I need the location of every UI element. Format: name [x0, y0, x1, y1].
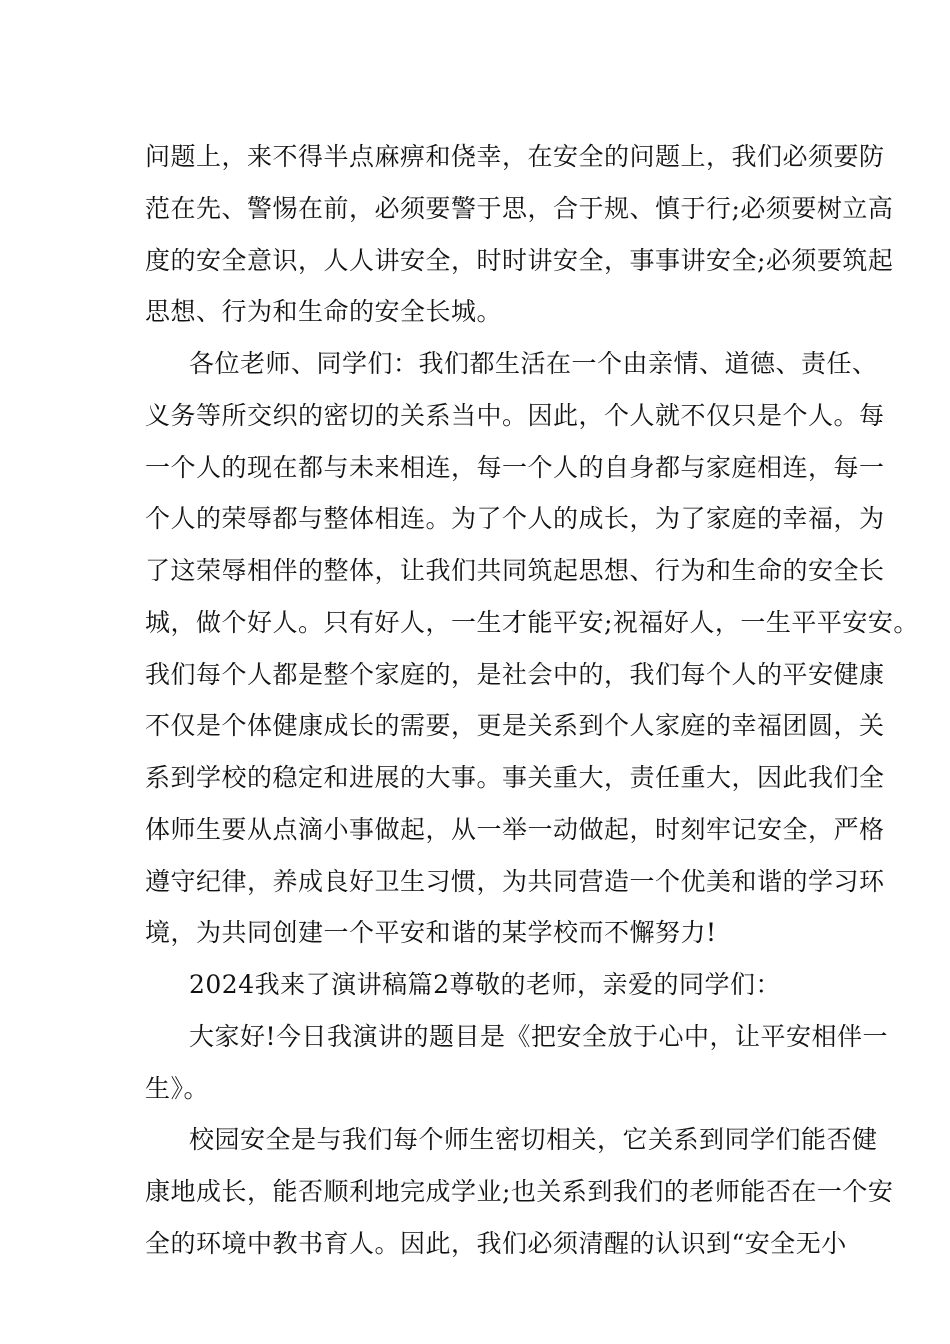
text-line-1: 问题上，来不得半点麻痹和侥幸，在安全的问题上，我们必须要防 — [145, 142, 885, 171]
text-line-19: 生》。 — [145, 1073, 210, 1103]
text-line-7: 一个人的现在都与未来相连，每一个人的自身都与家庭相连，每一 — [145, 452, 885, 482]
text-line-12: 不仅是个体健康成长的需要，更是关系到个人家庭的幸福团圆，关 — [145, 711, 885, 741]
text-line-13: 系到学校的稳定和进展的大事。事关重大，责任重大，因此我们全 — [145, 763, 885, 792]
text-line-21: 康地成长，能否顺利地完成学业;也关系到我们的老师能否在一个安 — [145, 1177, 894, 1206]
text-line-6: 义务等所交织的密切的关系当中。因此，个人就不仅只是个人。每 — [145, 400, 885, 430]
text-line-16: 境，为共同创建一个平安和谐的某学校而不懈努力! — [145, 918, 717, 948]
text-line-17: 2024我来了演讲稿篇2尊敬的老师，亲爱的同学们： — [189, 970, 782, 999]
text-line-10: 城，做个好人。只有好人，一生才能平安;祝福好人，一生平平安安。 — [145, 607, 919, 637]
text-line-20: 校园安全是与我们每个师生密切相关，它关系到同学们能否健 — [189, 1125, 878, 1155]
text-line-8: 个人的荣辱都与整体相连。为了个人的成长，为了家庭的幸福，为 — [145, 504, 885, 534]
text-line-4: 思想、行为和生命的安全长城。 — [145, 297, 503, 327]
text-line-18: 大家好!今日我演讲的题目是《把安全放于心中，让平安相伴一 — [189, 1021, 889, 1051]
text-line-11: 我们每个人都是整个家庭的，是社会中的，我们每个人的平安健康 — [145, 659, 885, 689]
text-line-3: 度的安全意识，人人讲安全，时时讲安全，事事讲安全;必须要筑起 — [145, 245, 894, 275]
text-line-9: 了这荣辱相伴的整体，让我们共同筑起思想、行为和生命的安全长 — [145, 556, 885, 585]
text-line-22: 全的环境中教书育人。因此，我们必须清醒的认识到“安全无小 — [145, 1228, 847, 1258]
text-line-2: 范在先、警惕在前，必须要警于思，合于规、慎于行;必须要树立高 — [145, 193, 894, 223]
document-body — [145, 131, 919, 1270]
text-line-15: 遵守纪律，养成良好卫生习惯，为共同营造一个优美和谐的学习环 — [145, 866, 885, 896]
text-line-14: 体师生要从点滴小事做起，从一举一动做起，时刻牢记安全，严格 — [145, 814, 885, 844]
text-line-5: 各位老师、同学们：我们都生活在一个由亲情、道德、责任、 — [189, 349, 878, 378]
